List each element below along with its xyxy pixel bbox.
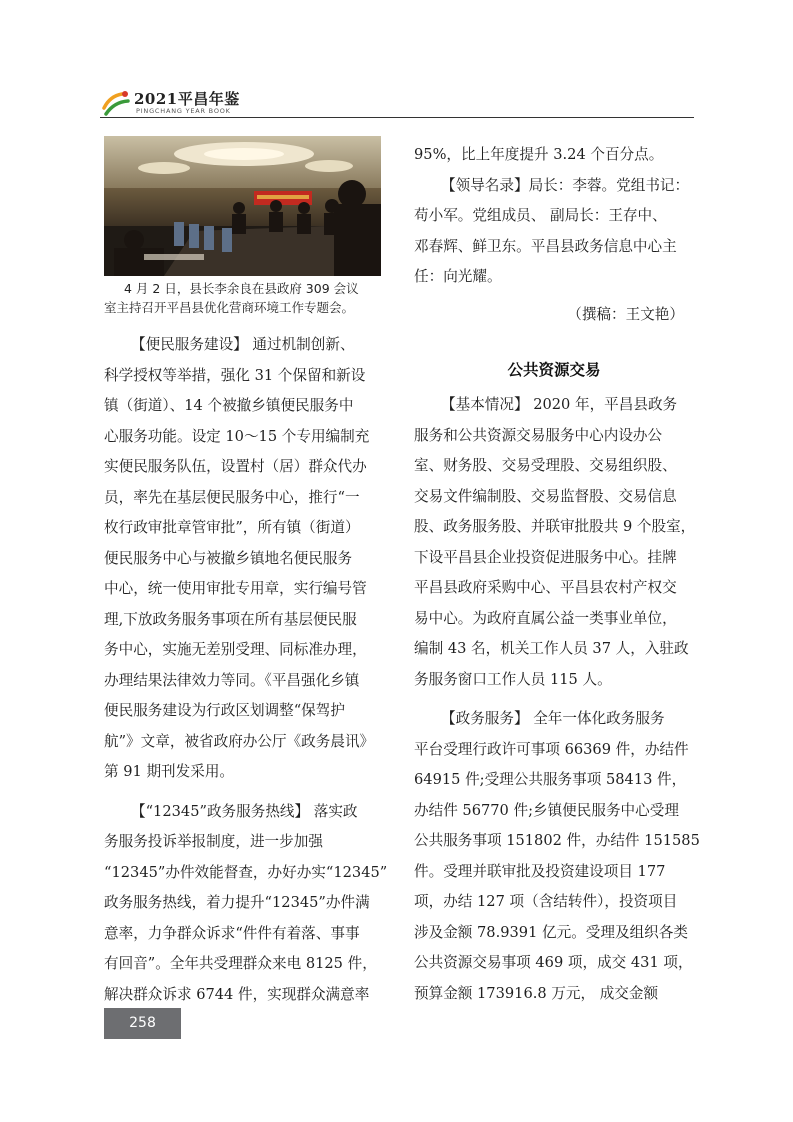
- text-line: 编制 43 名，机关工作人员 37 人，入驻政: [414, 640, 689, 657]
- yearbook-title: 2021平昌年鉴: [134, 90, 240, 108]
- text-line: 员，率先在基层便民服务中心，推行“一: [104, 488, 360, 506]
- yearbook-subtitle: PINGCHANG YEAR BOOK: [136, 107, 231, 115]
- text-line: 务中心，实施无差别受理、同标准办理，: [104, 641, 367, 658]
- caption-line: 4 月 2 日，县长李余良在县政府 309 会议: [124, 281, 359, 296]
- text-line: 有回音”。全年共受理群众来电 8125 件，: [104, 955, 377, 972]
- author-signature: （撰稿：王文艳）: [567, 305, 684, 323]
- text-line: 下设平昌县企业投资促进服务中心。挂牌: [414, 548, 677, 566]
- right-column: [414, 390, 700, 1009]
- paragraph-basic-info: [414, 390, 694, 695]
- text-line: 公共资源交易事项 469 项，成交 431 项，: [414, 954, 693, 971]
- text-line: 务服务投诉举报制度，进一步加强: [104, 833, 323, 850]
- meeting-photo: [104, 136, 381, 276]
- text-line: 任：向光耀。: [414, 268, 502, 285]
- text-line: 涉及金额 78.9391 亿元。受理及组织各类: [414, 923, 688, 941]
- text-line: 【政务服务】 全年一体化政务服务: [441, 710, 665, 727]
- text-line: “12345”办件效能督查，办好办实“12345”: [104, 863, 388, 881]
- text-line: 实便民服务队伍，设置村（居）群众代办: [104, 458, 367, 475]
- text-line: 政务服务热线，着力提升“12345”办件满: [104, 894, 370, 911]
- text-line: 【领导名录】局长：李蓉。党组书记：: [441, 176, 690, 194]
- left-column: [104, 330, 390, 1010]
- paragraph-convenience-service: [104, 330, 390, 788]
- paragraph-government-services: [414, 704, 700, 1009]
- text-line: 第 91 期刊发采用。: [104, 763, 235, 780]
- text-line: 办理结果法律效力等同。《平昌强化乡镇: [104, 671, 360, 689]
- text-line: 件。受理并联审批及投资建设项目 177: [414, 862, 666, 880]
- right-column-top: [414, 140, 694, 330]
- page-header: [100, 86, 694, 118]
- text-line: 心服务功能。设定 10～15 个专用编制充: [104, 427, 370, 445]
- text-line: 便民服务建设为行政区划调整“保驾护: [104, 702, 345, 719]
- header-rule: [100, 117, 694, 118]
- text-line: 办结件 56770 件;乡镇便民服务中心受理: [414, 801, 679, 819]
- text-line: 平昌县政府采购中心、平昌县农村产权交: [414, 579, 677, 596]
- text-line: 服务和公共资源交易服务中心内设办公: [414, 426, 663, 444]
- text-line: 易中心。为政府直属公益一类事业单位，: [414, 609, 677, 627]
- text-line: 项，办结 127 项（含结转件），投资项目: [414, 893, 678, 910]
- text-line: 理,下放政务服务事项在所有基层便民服: [104, 610, 357, 628]
- text-line: 枚行政审批章管审批”，所有镇（街道）: [104, 519, 360, 536]
- text-line: 解决群众诉求 6744 件，实现群众满意率: [104, 985, 370, 1003]
- text-line: 预算金额 173916.8 万元， 成交金额: [414, 984, 659, 1002]
- text-line: 邓春辉、鲜卫东。平昌县政务信息中心主: [414, 237, 677, 255]
- text-line: 平台受理行政许可事项 66369 件，办结件: [414, 740, 689, 758]
- text-line: 意率，力争群众诉求“件件有着落、事事: [104, 924, 360, 942]
- text-line: 航”》文章，被省政府办公厅《政务晨讯》: [104, 732, 375, 750]
- text-line: 交易文件编制股、交易监督股、交易信息: [414, 487, 677, 505]
- text-line: 【“12345”政务服务热线】 落实政: [131, 802, 358, 820]
- page-number: 258: [129, 1015, 156, 1031]
- text-line: 【便民服务建设】 通过机制创新、: [131, 336, 355, 353]
- text-line: 室、财务股、交易受理股、交易组织股、: [414, 457, 677, 474]
- yearbook-logo-icon: [100, 88, 132, 118]
- caption-line: 室主持召开平昌县优化营商环境工作专题会。: [104, 300, 355, 315]
- text-line: 【基本情况】 2020 年，平昌县政务: [441, 396, 678, 413]
- text-line: 便民服务中心与被撤乡镇地名便民服务: [104, 549, 353, 567]
- photo-caption: [104, 279, 384, 317]
- text-line: 95%，比上年度提升 3.24 个百分点。: [414, 146, 664, 163]
- text-line: 64915 件;受理公共服务事项 58413 件，: [414, 771, 687, 788]
- page-number-box: [104, 1008, 181, 1039]
- text-line: 公共服务事项 151802 件，办结件 151585: [414, 832, 700, 849]
- section-title: 公共资源交易: [507, 361, 601, 379]
- text-line: 务服务窗口工作人员 115 人。: [414, 670, 612, 688]
- text-line: 股、政务服务股、并联审批股共 9 个股室，: [414, 518, 696, 535]
- text-line: 中心，统一使用审批专用章，实行编号管: [104, 580, 367, 597]
- text-line: 科学授权等举措，强化 31 个保留和新设: [104, 366, 366, 384]
- text-line: 镇（街道）、14 个被撤乡镇便民服务中: [104, 397, 354, 414]
- text-line: 苟小军。党组成员、 副局长：王存中、: [414, 207, 667, 224]
- paragraph-hotline: [104, 797, 390, 1011]
